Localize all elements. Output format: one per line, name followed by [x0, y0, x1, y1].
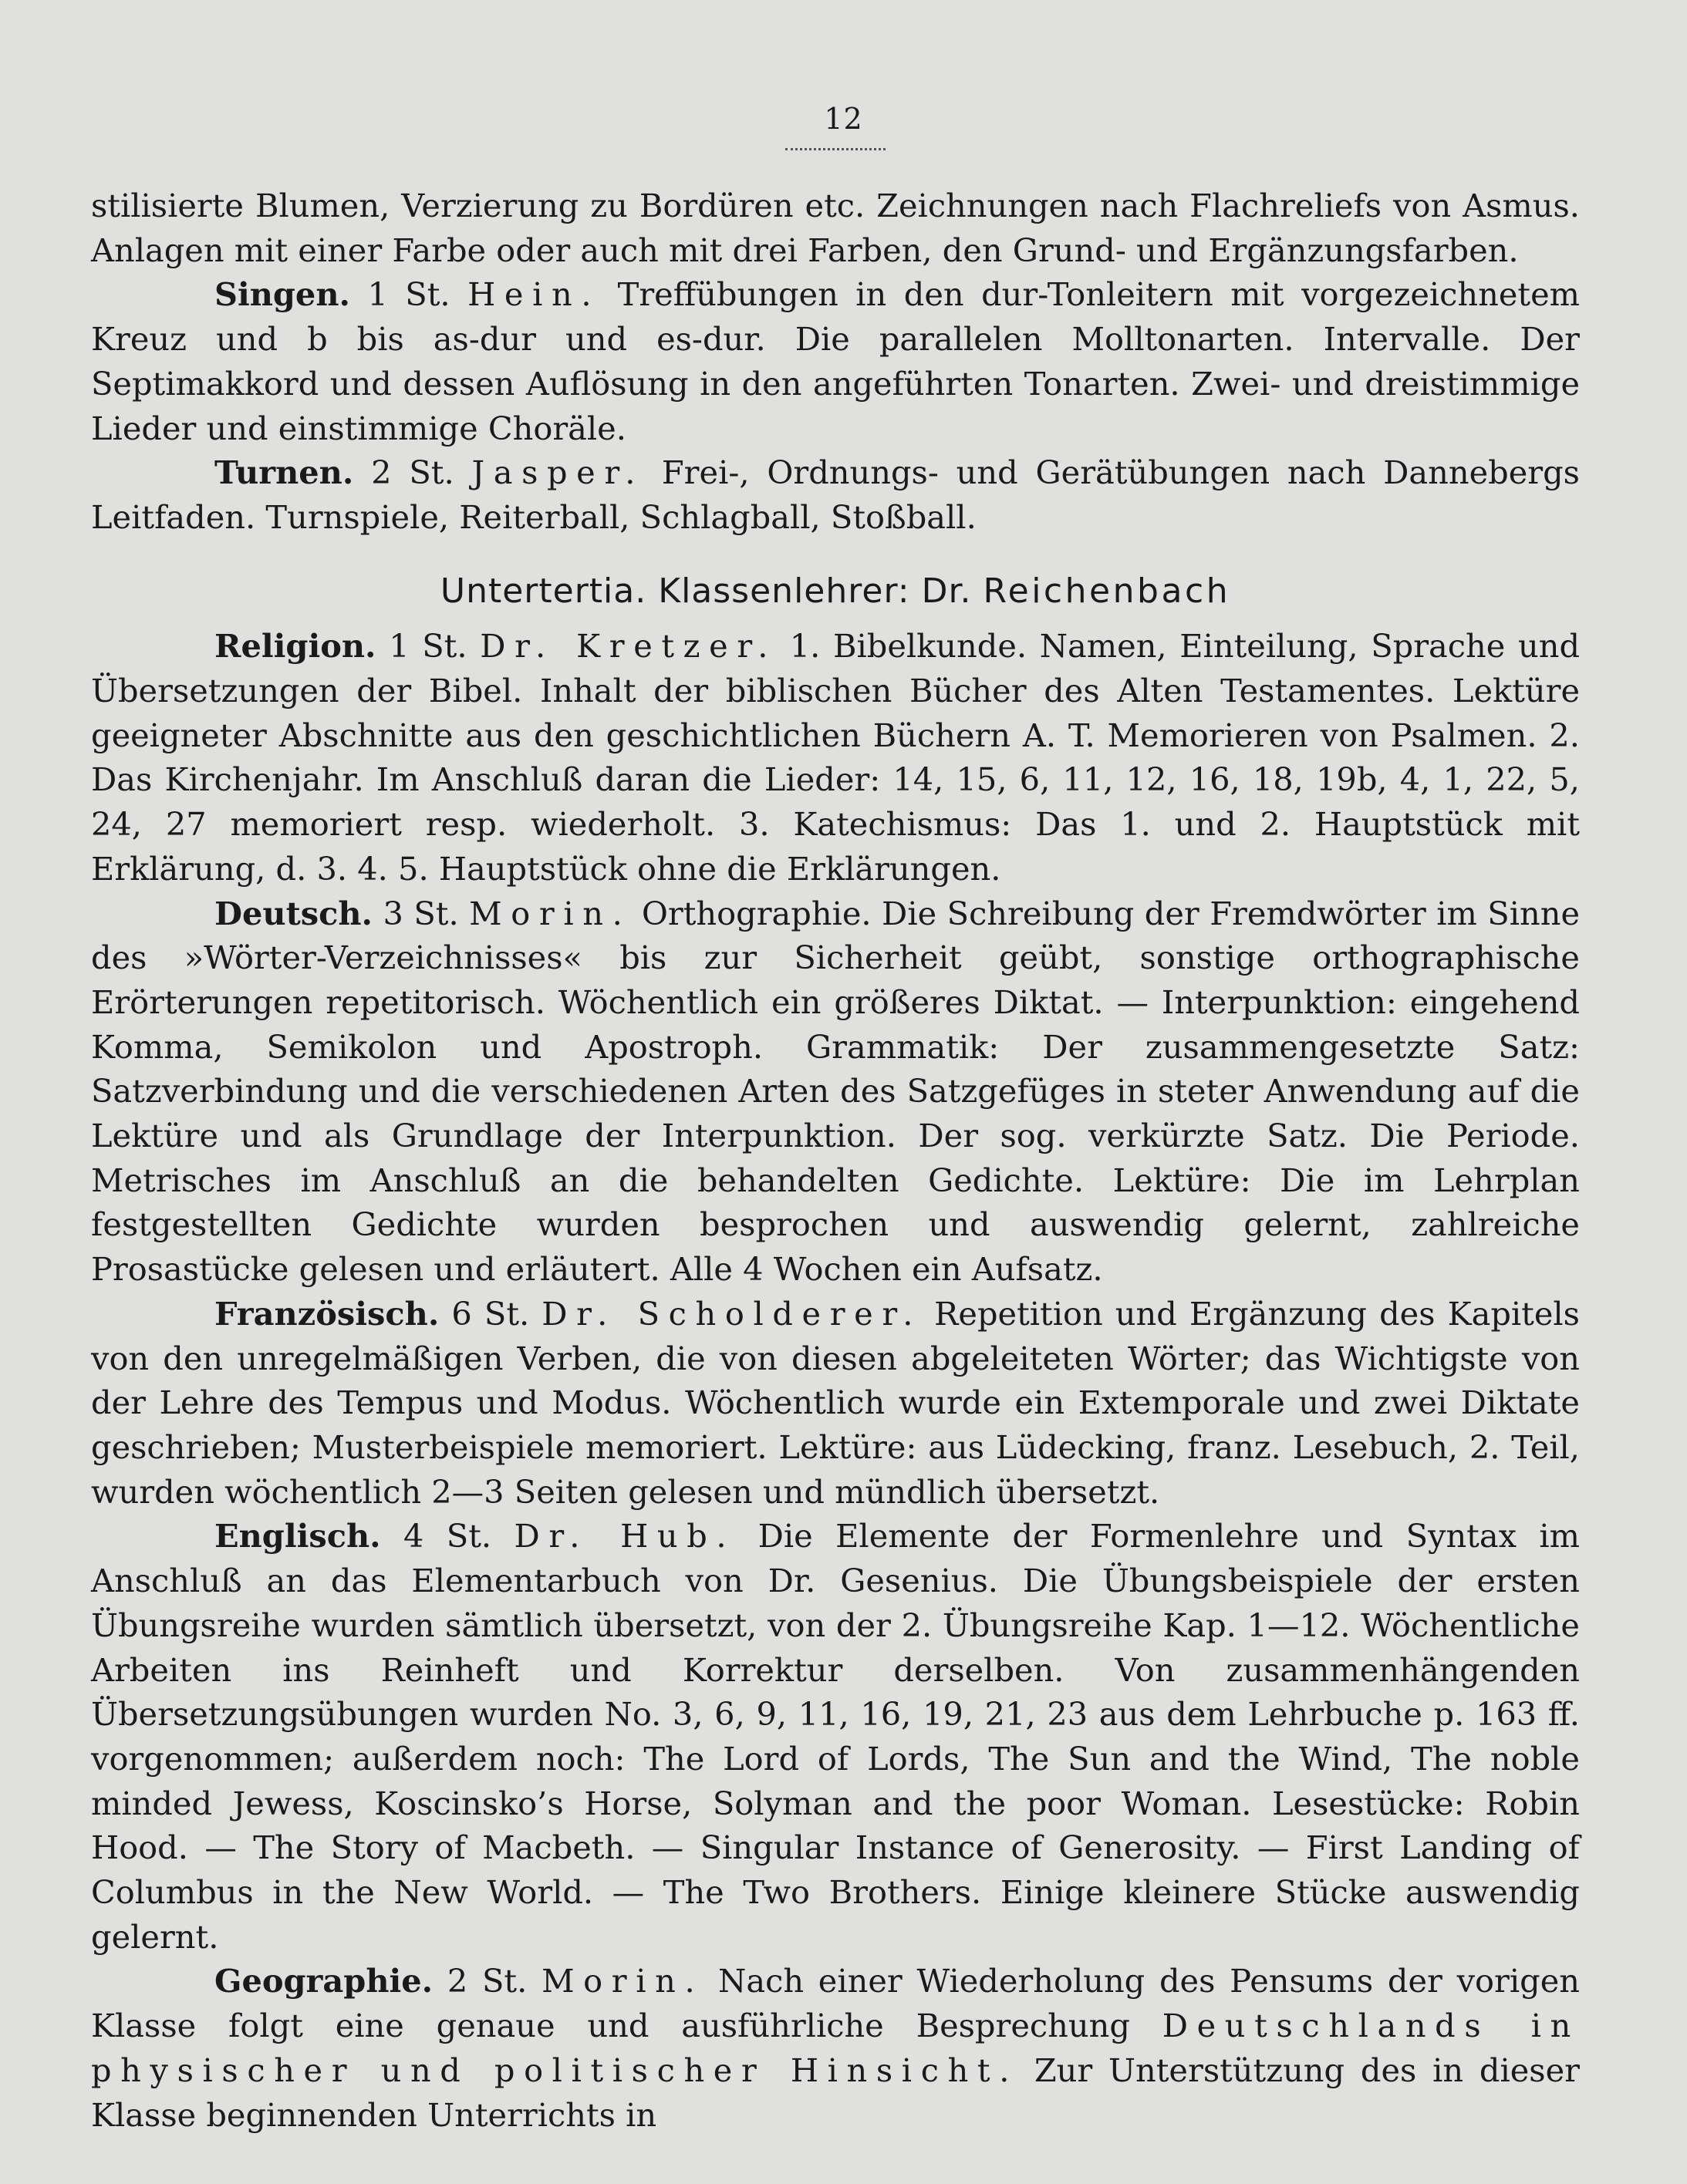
teacher-name: Dr. Hub. — [514, 1517, 736, 1555]
deutsch-paragraph — [91, 891, 1580, 1292]
subject-title: Religion. — [214, 627, 376, 666]
paragraph-text: Orthographie. Die Schreibung der Fremdwörter im Sinne des »Wörter-Verzeichnisses« bis zur Sicherheit geübt, sonstige orthographische Erörterungen repetitorisch. Wöchentlich ein größeres Diktat. — Interpunktion: eingehend Komma, Semikolon und Apostroph. Grammatik: Der zusammengesetzte Satz: Satzverbindung und die verschiedenen Arten des Satzgefüges in steter Anwendung auf die Lektüre und als Grundlage der Interpunktion. Der sog. verkürzte Satz. Die Periode. Metrisches im Anschluß an die behandelten Gedichte. Lektüre: Die im Lehrplan festgestellten Gedichte wurden besprochen und auswendig gelernt, zahlreiche Prosastücke gelesen und erläutert. Alle 4 Wochen ein Aufsatz. — [91, 894, 1581, 1289]
paragraph-text: Treffübungen in den dur-Tonleitern mit vorgezeichnetem Kreuz und b bis as-dur und es-dur. Die parallelen Molltonarten. Intervalle. Der Septimakkord und dessen Auflösung in den angeführten Tonarten. Zwei- und dreistimmige Lieder und einstimmige Choräle. — [91, 275, 1581, 447]
subject-title: Geographie. — [214, 1962, 434, 2000]
page-number-ornament — [785, 143, 886, 150]
page-number: 12 — [824, 102, 863, 136]
religion-paragraph — [91, 624, 1580, 891]
singen-paragraph — [91, 272, 1580, 450]
teacher-name: Morin. — [469, 894, 632, 932]
teacher-name: Jasper. — [471, 453, 645, 492]
hours: 4 St. — [403, 1517, 492, 1555]
teacher-name: Hein. — [467, 275, 601, 314]
class-teacher-name: Reichenbach — [983, 571, 1231, 611]
paragraph-text: Repetition und Ergänzung des Kapitels von den unregelmäßigen Verben, die von diesen abgeleiteten Wörter; das Wichtigste von der Lehre des Tempus und Modus. Wöchentlich wurde ein Extemporale und zwei Diktate geschrieben; Musterbeispiele memoriert. Lektüre: aus Lüdecking, franz. Lesebuch, 2. Teil, wurden wöchentlich 2—3 Seiten gelesen und mündlich übersetzt. — [91, 1294, 1580, 1511]
paragraph-text: Frei-, Ordnungs- und Gerätübungen nach Dannebergs Leitfaden. Turnspiele, Reiterball, Schlagball, Stoßball. — [91, 453, 1580, 536]
geographie-paragraph — [91, 1959, 1580, 2137]
class-name: Untertertia. — [440, 571, 647, 611]
hours: 6 St. — [451, 1294, 530, 1333]
document-body — [91, 184, 1580, 2137]
englisch-paragraph — [91, 1514, 1580, 1959]
class-teacher-label: Klassenlehrer: Dr. — [658, 571, 972, 611]
subject-title: Singen. — [214, 275, 350, 314]
paragraph-text: 1. Bibelkunde. Namen, Einteilung, Sprache und Übersetzungen der Bibel. Inhalt der biblischen Bücher des Alten Testamentes. Lektüre geeigneter Abschnitte aus den geschichtlichen Büchern A. T. Memorieren von Psalmen. 2. Das Kirchenjahr. Im Anschluß daran die Lieder: 14, 15, 6, 11, 12, 16, 18, 19b, 4, 1, 22, 5, 24, 27 memoriert resp. wiederholt. 3. Katechismus: Das 1. und 2. Hauptstück mit Erklärung, d. 3. 4. 5. Hauptstück ohne die Erklärungen. — [91, 627, 1581, 888]
hours: 1 St. — [367, 275, 450, 314]
teacher-name: Morin. — [542, 1962, 704, 2000]
hours: 2 St. — [371, 453, 454, 492]
emphasized-text: Deutschlands in physischer und politischer Hinsicht. — [91, 2007, 1580, 2089]
intro-paragraph: stilisierte Blumen, Verzierung zu Bordüren etc. Zeichnungen nach Flachreliefs von Asmus. Anlagen mit einer Farbe oder auch mit drei Farben, den Grund- und Ergänzungsfarben. — [91, 187, 1580, 269]
hours: 3 St. — [383, 894, 459, 932]
franzoesisch-paragraph — [91, 1292, 1580, 1515]
turnen-paragraph — [91, 450, 1580, 539]
section-heading — [91, 569, 1580, 614]
teacher-name: Dr. Scholderer. — [542, 1294, 923, 1333]
paragraph-text: Die Elemente der Formenlehre und Syntax im Anschluß an das Elementarbuch von Dr. Gesenius. Die Übungsbeispiele der ersten Übungsreihe wurden sämtlich übersetzt, von der 2. Übungsreihe Kap. 1—12. Wöchentliche Arbeiten ins Reinheft und Korrektur derselben. Von zusammenhängenden Übersetzungsübungen wurden No. 3, 6, 9, 11, 16, 19, 21, 23 aus dem Lehrbuche p. 163 ff. vorgenommen; außerdem noch: The Lord of Lords, The Sun and the Wind, The noble minded Jewess, Koscinsko’s Horse, Solyman and the poor Woman. Lesestücke: Robin Hood. — The Story of Macbeth. — Singular Instance of Generosity. — First Landing of Columbus in the New World. — The Two Brothers. Einige kleinere Stücke auswendig gelernt. — [91, 1517, 1580, 1956]
hours: 1 St. — [389, 627, 467, 666]
subject-title: Turnen. — [214, 453, 354, 492]
paragraph-text-continued: Zur Unterstützung des in dieser Klasse beginnenden Unterrichts in — [91, 2051, 1580, 2134]
subject-title: Deutsch. — [214, 894, 373, 932]
hours: 2 St. — [447, 1962, 528, 2000]
teacher-name: Dr. Kretzer. — [480, 627, 778, 666]
subject-title: Französisch. — [214, 1294, 440, 1333]
subject-title: Englisch. — [214, 1517, 381, 1555]
paragraph-text: Nach einer Wiederholung des Pensums der vorigen Klasse folgt eine genaue und ausführliche Besprechung — [91, 1962, 1580, 2045]
